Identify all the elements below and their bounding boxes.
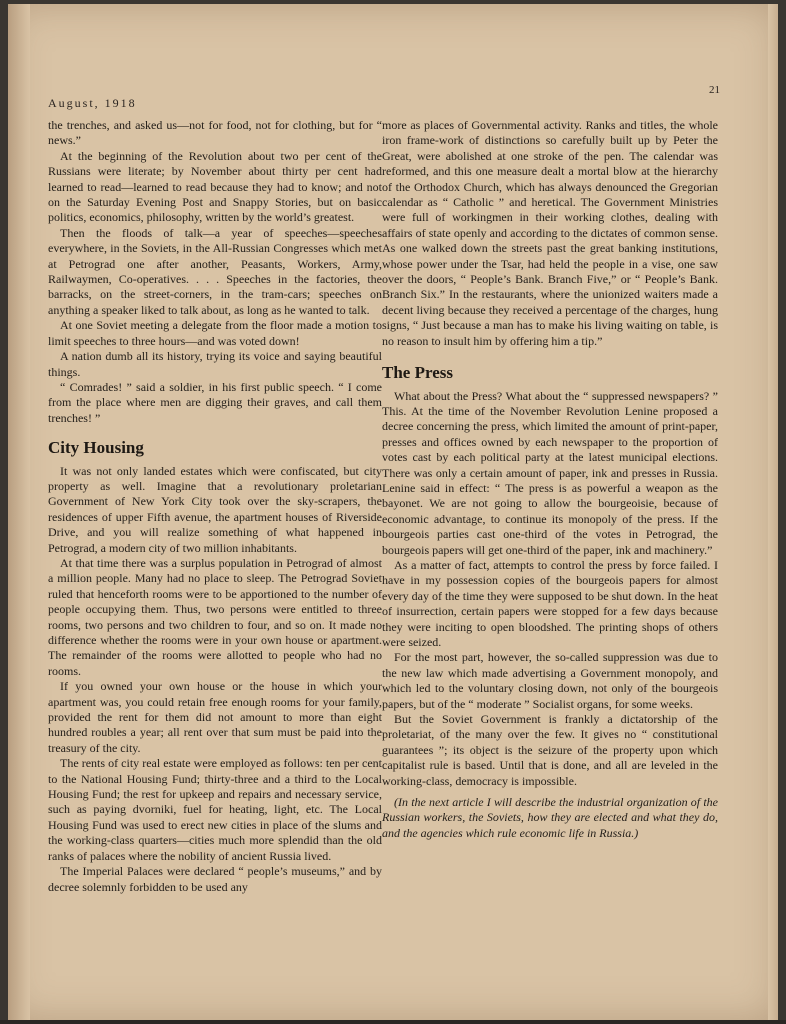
paragraph: Then the floods of talk—a year of speeches—speeches everywhere, in the Soviets, in the All-Russian Congresses which met at Petrograd one after another, Peasants, Workers, Army, Railwaymen, Co-operatives. . . . Speeches in the factories, the barracks, on the street-corners, in the tram-cars; speeches on anything a speaker liked to talk about, as long as he wanted to talk. xyxy=(48,225,382,317)
page-number: 21 xyxy=(709,84,720,96)
paragraph: What about the Press? What about the “ suppressed newspapers? ” This. At the time of the November Revolution Lenine proposed a decree concerning the press, which limited the amount of print-paper, presses and offices owned by each newspaper to the proportion of votes cast by each political party at the latest municipal elections. There was only a certain amount of paper, ink and presses in Russia. Lenine said in effect: “ The press is as powerful a weapon as the bayonet. We are not going to allow the bourgeoisie, because of economic advantage, to continue its monopoly of the press. If the bourgeois parties cast one-third of the votes in Petrograd, the bourgeois papers will get one-third of the paper, ink and machinery.” xyxy=(382,388,718,557)
desk-edge xyxy=(0,1020,786,1024)
paragraph: For the most part, however, the so-called suppression was due to the new law which made advertising a Government monopoly, and which led to the voluntary closing down, not only of the bourgeois papers, but of the “ moderate ” Socialist organs, for some weeks. xyxy=(382,650,718,711)
left-column xyxy=(48,118,382,895)
paragraph: It was not only landed estates which were confiscated, but city property as well. Imagine that a revolutionary proletarian Government of New York City took over the sky-scrapers, the residences of upper Fifth avenue, the apartment houses of Riverside Drive, and you will realize something of what happened in Petrograd, a modern city of two million inhabitants. xyxy=(48,463,382,555)
running-head: August, 1918 xyxy=(48,96,137,110)
right-column xyxy=(382,118,718,841)
paragraph: the trenches, and asked us—not for food, not for clothing, but for “ news.” xyxy=(48,118,382,148)
paragraph: At that time there was a surplus population in Petrograd of almost a million people. Many had no place to sleep. The Petrograd Soviet ruled that henceforth rooms were to be apportioned to the number of people occupying them. Thus, two persons were entitled to three rooms, two persons and two children to four, and so on. It made no difference whether the rooms were in your own house or apartment. The remainder of the rooms were allotted to people who had no rooms. xyxy=(48,555,382,678)
paragraph: As a matter of fact, attempts to control the press by force failed. I have in my possession copies of the bourgeois papers for almost every day of the time they were supposed to be shut down. In the heat of insurrection, certain papers were stopped for a few days because they were inciting to open bloodshed. The printing shops of others were seized. xyxy=(382,557,718,649)
paragraph: If you owned your own house or the house in which your apartment was, you could retain free enough rooms for your family, provided the rent for them did not amount to more than eight hundred roubles a year; all rent over that sum must be paid into the treasury of the city. xyxy=(48,679,382,755)
paragraph: At one Soviet meeting a delegate from the floor made a motion to limit speeches to three hours—and was voted down! xyxy=(48,318,382,348)
magazine-page xyxy=(8,4,778,1020)
page-edge xyxy=(768,4,778,1020)
paragraph: more as places of Governmental activity. Ranks and titles, the whole iron frame-work of distinctions so carefully built up by Peter the Great, were abolished at one stroke of the pen. The calendar was reformed, and this one measure dealt a mortal blow at the hierarchy of the Orthodox Church, which has always denounced the Gregorian calendar as “ Catholic ” and heretical. The Government Ministries were full of workingmen in their working clothes, dealing with affairs of state openly and according to the dictates of common sense. As one walked down the streets past the great banking institutions, whose power under the Tsar, had held the people in a vise, one saw over the doors, “ People’s Bank. Branch Five,” or “ People’s Bank. Branch Six.” In the restaurants, where the unionized waiters made a decent living because they received a percentage of the charges, hung signs, “ Just because a man has to make his living waiting on table, is no reason to insult him by offering him a tip.” xyxy=(382,118,718,348)
paragraph: But the Soviet Government is frankly a dictatorship of the proletariat, of the many over the few. It gives no “ constitutional guarantees ”; its object is the seizure of the property upon which capitalist rule is based. Until that is done, and all are leveled in the working-class, democracy is impossible. xyxy=(382,712,718,788)
paragraph: “ Comrades! ” said a soldier, in his first public speech. “ I come from the place where men are digging their graves, and call them trenches! ” xyxy=(48,379,382,425)
paragraph: The rents of city real estate were employed as follows: ten per cent to the National Housing Fund; thirty-three and a third to the Local Housing Fund; the rest for upkeep and repairs and necessary service, such as paying dvorniki, fuel for heating, light, etc. The Local Housing Fund was used to erect new cities in place of the slums and the working-class quarters—cities much more splendid than the old ranks of palaces where the nobility of ancient Russia lived. xyxy=(48,756,382,863)
section-heading-the-press: The Press xyxy=(382,363,453,383)
paragraph: A nation dumb all its history, trying its voice and saying beautiful things. xyxy=(48,349,382,379)
section-heading-city-housing: City Housing xyxy=(48,438,144,458)
paragraph: The Imperial Palaces were declared “ people’s museums,” and by decree solemnly forbidden to be used any xyxy=(48,864,382,894)
page-spine xyxy=(8,4,30,1020)
editorial-note: (In the next article I will describe the industrial organization of the Russian workers, the Soviets, how they are elected and what they do, and the agencies which rule economic life in Russia.) xyxy=(382,795,718,840)
paragraph: At the beginning of the Revolution about two per cent of the Russians were literate; by November about thirty per cent had learned to read—learned to read because they had to know; and not on the Saturday Evening Post and Snappy Stories, but on basic politics, economics, philosophy, written by the world’s greatest. xyxy=(48,148,382,225)
